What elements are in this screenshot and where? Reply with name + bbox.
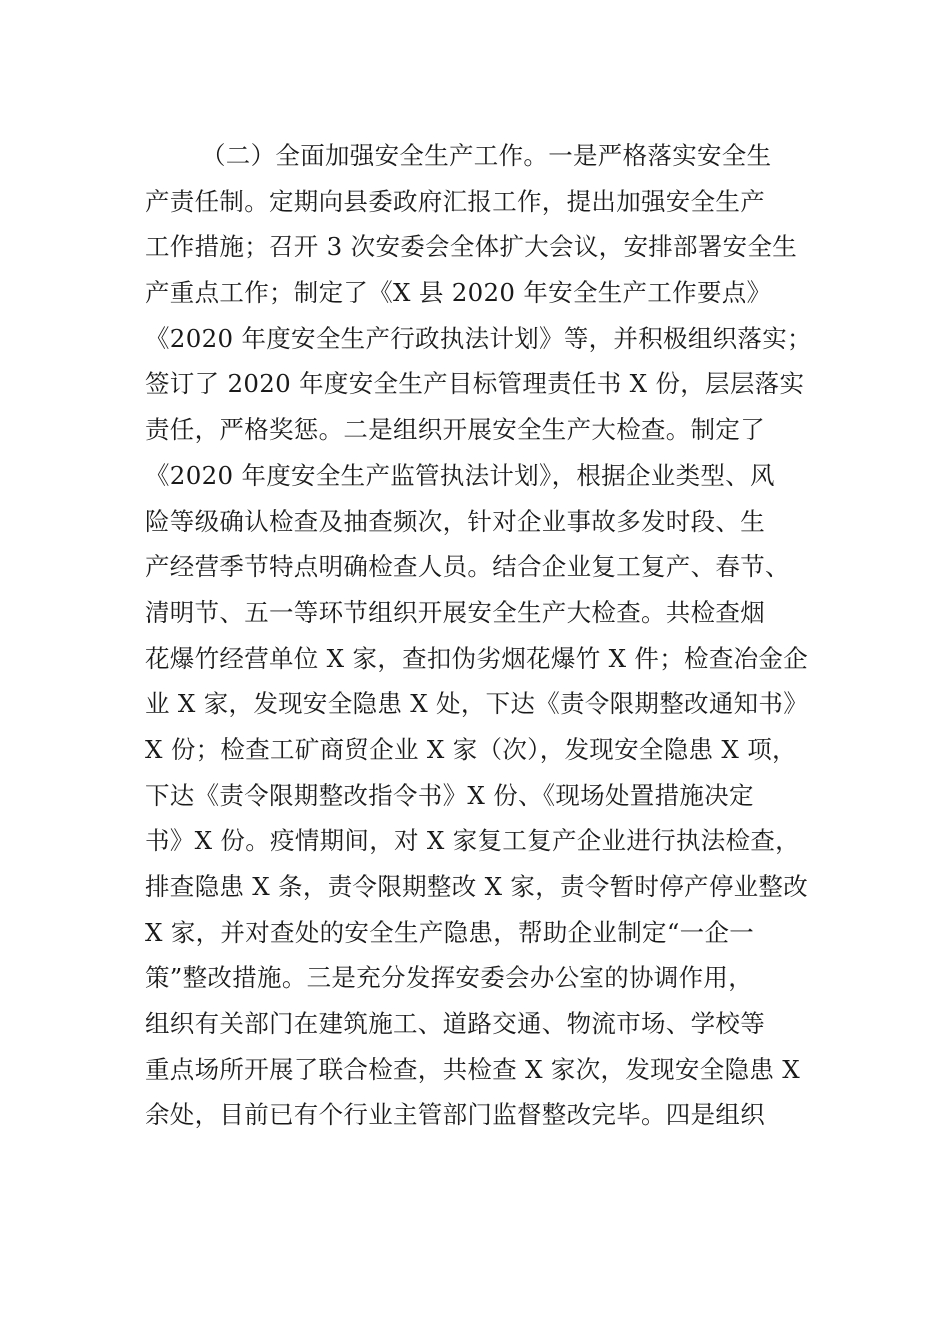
text-line: 排查隐患 X 条，责令限期整改 X 家，责令暂时停产停业整改 <box>145 872 809 901</box>
text-line: X 家，并对查处的安全生产隐患，帮助企业制定“一企一 <box>145 917 755 947</box>
text-line: 组织有关部门在建筑施工、道路交通、物流市场、学校等 <box>145 1009 765 1039</box>
text-line: 产重点工作；制定了《X 县 2020 年安全生产工作要点》 <box>145 278 772 308</box>
text-line: （二）全面加强安全生产工作。一是严格落实安全生 <box>201 141 772 170</box>
text-line: 工作措施；召开 3 次安委会全体扩大会议，安排部署安全生 <box>145 232 798 262</box>
text-line: 业 X 家，发现安全隐患 X 处，下达《责令限期整改通知书》 <box>145 689 809 719</box>
text-line: 责任，严格奖惩。二是组织开展安全生产大检查。制定了 <box>145 415 765 445</box>
text-line: 书》X 份。疫情期间，对 X 家复工复产企业进行执法检查， <box>145 826 800 856</box>
text-line: 花爆竹经营单位 X 家，查扣伪劣烟花爆竹 X 件；检查冶金企 <box>145 643 809 673</box>
text-line: 产责任制。定期向县委政府汇报工作，提出加强安全生产 <box>145 186 765 216</box>
text-line: 《2020 年度安全生产行政执法计划》等，并积极组织落实； <box>145 323 812 353</box>
body-paragraph <box>145 133 815 1138</box>
text-line: 《2020 年度安全生产监管执法计划》，根据企业类型、风 <box>145 460 775 490</box>
text-line: 险等级确认检查及抽查频次，针对企业事故多发时段、生 <box>145 506 765 536</box>
text-line: 下达《责令限期整改指令书》X 份、《现场处置措施决定 <box>145 780 754 810</box>
text-line: 签订了 2020 年度安全生产目标管理责任书 X 份，层层落实 <box>145 369 805 399</box>
text-line: 余处，目前已有个行业主管部门监督整改完毕。四是组织 <box>145 1100 765 1130</box>
text-line: X 份；检查工矿商贸企业 X 家（次），发现安全隐患 X 项， <box>145 734 797 764</box>
text-line: 清明节、五一等环节组织开展安全生产大检查。共检查烟 <box>145 597 765 627</box>
text-line: 策”整改措施。三是充分发挥安委会办公室的协调作用， <box>145 963 754 993</box>
text-line: 重点场所开展了联合检查，共检查 X 家次，发现安全隐患 X <box>145 1054 800 1084</box>
text-line: 产经营季节特点明确检查人员。结合企业复工复产、春节、 <box>145 552 790 582</box>
